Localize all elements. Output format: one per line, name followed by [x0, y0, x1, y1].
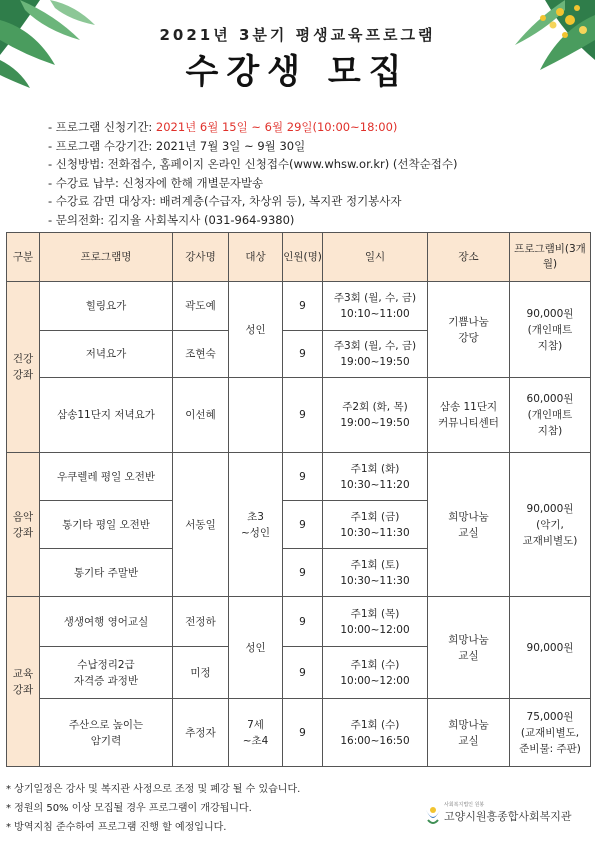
capacity: 9 [283, 331, 323, 378]
schedule [323, 453, 428, 501]
program-name [40, 647, 173, 699]
fee-note: 지참) [537, 339, 563, 352]
schedule [323, 331, 428, 378]
place [428, 699, 510, 767]
header-category: 구분 [7, 233, 40, 282]
target-line: 초3 [247, 510, 264, 523]
schedule [323, 378, 428, 453]
program-name: 생생여행 영어교실 [40, 597, 173, 647]
header-capacity: 인원(명) [283, 233, 323, 282]
fee-amount: 60,000원 [526, 393, 574, 405]
schedule-days: 주1회 (수) [350, 718, 400, 731]
header-instructor: 강사명 [173, 233, 229, 282]
info-value: 김지율 사회복지사 (031-964-9380) [107, 212, 295, 227]
category-cell: 음악강좌 [7, 453, 40, 597]
capacity: 9 [283, 378, 323, 453]
instructor: 서동일 [173, 453, 229, 597]
info-label: - 프로그램 신청기간: [48, 120, 156, 134]
schedule-time: 10:00~12:00 [340, 674, 410, 687]
category-cell: 건강강좌 [7, 282, 40, 453]
header-target: 대상 [229, 233, 283, 282]
schedule-time: 10:30~11:30 [340, 526, 410, 539]
fee [510, 282, 591, 378]
place-line: 교실 [458, 649, 479, 662]
fee [510, 597, 591, 699]
schedule-time: 16:00~16:50 [340, 734, 410, 747]
info-item-payment [48, 174, 457, 193]
target: 성인 [229, 597, 283, 699]
schedule-days: 주1회 (토) [350, 558, 400, 571]
place-line: 커뮤니티센터 [438, 417, 499, 429]
info-label: - 프로그램 수강기간: [48, 138, 156, 153]
page-title: 수강생 모집 [185, 52, 410, 92]
schedule-days: 주1회 (목) [350, 607, 400, 620]
schedule-days: 주1회 (화) [350, 462, 400, 475]
capacity: 9 [283, 549, 323, 597]
target-line: 7세 [247, 718, 264, 731]
schedule-time: 10:30~11:20 [340, 478, 410, 491]
info-value: 2021년 7월 3일 ~ 9월 30일 [155, 138, 306, 153]
capacity: 9 [283, 282, 323, 331]
program-name: 삼송11단지 저녁요가 [40, 378, 173, 453]
header-place: 장소 [428, 233, 510, 282]
info-label: - 수강료 감면 대상자: [48, 194, 160, 208]
fee [510, 453, 591, 597]
fee [510, 378, 591, 453]
capacity: 9 [283, 699, 323, 767]
fee-amount: 90,000원 [526, 502, 574, 515]
target-line: ~성인 [240, 526, 271, 539]
target: 성인 [229, 282, 283, 378]
target-line: ~초4 [242, 734, 269, 747]
table-row [7, 282, 591, 331]
table-row [7, 699, 591, 767]
place-line: 기쁨나눔 [448, 315, 489, 328]
page-subtitle: 2021년 3분기 평생교육프로그램 [159, 26, 436, 44]
fee-note: (악기, [536, 518, 564, 531]
fee-note: (개인매트 [527, 323, 573, 336]
schedule-days: 주1회 (수) [350, 658, 400, 671]
category-cell: 교육강좌 [7, 597, 40, 767]
info-item-contact [48, 211, 457, 230]
capacity: 9 [283, 501, 323, 549]
schedule [323, 549, 428, 597]
place [428, 378, 510, 453]
schedule [323, 647, 428, 699]
program-table [6, 232, 591, 767]
program-name: 통기타 주말반 [40, 549, 173, 597]
place-line: 희망나눔 [448, 718, 489, 731]
fee-note: 지참) [537, 425, 563, 437]
schedule [323, 699, 428, 767]
fee-note: (교재비별도, [520, 726, 580, 739]
place-line: 강당 [458, 331, 479, 344]
target [229, 699, 283, 767]
schedule-days: 주1회 (금) [350, 510, 400, 523]
place-line: 희망나눔 [448, 510, 489, 523]
capacity: 9 [283, 597, 323, 647]
fee-note: 교재비별도) [522, 534, 578, 547]
instructor: 추정자 [173, 699, 229, 767]
schedule-time: 19:00~19:50 [340, 417, 410, 429]
fee-amount: 75,000원 [526, 710, 574, 723]
info-label: - 문의전화: [48, 212, 108, 227]
program-name: 힐링요가 [40, 282, 173, 331]
info-value: 배려계층(수급자, 차상위 등), 복지관 정기봉사자 [159, 194, 402, 208]
table-header-row [7, 233, 591, 282]
program-name [40, 699, 173, 767]
fee [510, 699, 591, 767]
schedule-days: 주3회 (월, 수, 금) [333, 292, 417, 304]
program-name-line: 주산으로 높이는 [68, 718, 144, 731]
fee-amount: 90,000원 [526, 307, 574, 320]
capacity: 9 [283, 647, 323, 699]
target [229, 378, 283, 453]
instructor: 곽도예 [173, 282, 229, 331]
instructor: 전정하 [173, 597, 229, 647]
fee-note: 준비물: 주판) [519, 742, 581, 755]
instructor: 이선혜 [173, 378, 229, 453]
schedule-days: 주3회 (월, 수, 금) [333, 340, 417, 352]
note-item: * 정원의 50% 이상 모집될 경우 프로그램이 개강됩니다. [6, 803, 252, 814]
header-program-name: 프로그램명 [40, 233, 173, 282]
header-schedule: 일시 [323, 233, 428, 282]
place [428, 282, 510, 378]
info-value: 전화접수, 홈페이지 온라인 신청접수(www.whsw.or.kr) (선착순접수) [107, 157, 458, 171]
place [428, 453, 510, 597]
info-item-apply-method [48, 155, 457, 174]
program-name: 우쿠렐레 평일 오전반 [40, 453, 173, 501]
program-name: 저녁요가 [40, 331, 173, 378]
instructor: 미정 [173, 647, 229, 699]
info-list [48, 118, 457, 229]
info-item-apply-period [48, 118, 457, 137]
info-label: - 신청방법: [48, 157, 108, 171]
program-name-line: 암기력 [90, 734, 122, 747]
schedule-time: 10:30~11:30 [340, 574, 410, 587]
logo-mark-icon [424, 806, 442, 826]
table-row [7, 378, 591, 453]
place-line: 교실 [458, 734, 479, 747]
notes [6, 780, 300, 837]
info-item-discount [48, 192, 457, 211]
capacity: 9 [283, 453, 323, 501]
welfare-center-logo [424, 802, 590, 830]
place-line: 희망나눔 [448, 633, 489, 646]
target [229, 453, 283, 597]
place-line: 삼송 11단지 [439, 401, 498, 413]
note-item: * 상기일정은 강사 및 복지관 사정으로 조정 및 폐강 될 수 있습니다. [6, 784, 301, 795]
program-name: 통기타 평일 오전반 [40, 501, 173, 549]
schedule-time: 10:10~11:00 [340, 308, 410, 320]
table-row [7, 597, 591, 647]
fee-note: (개인매트 [527, 409, 573, 421]
schedule [323, 282, 428, 331]
schedule [323, 501, 428, 549]
info-label: - 수강료 납부: [48, 175, 123, 190]
table-row [7, 453, 591, 501]
logo-small-text: 사회복지법인 원봉 [444, 802, 485, 808]
schedule [323, 597, 428, 647]
note-item: * 방역지침 준수하여 프로그램 진행 할 예정입니다. [6, 822, 227, 833]
place [428, 597, 510, 699]
info-value-highlight: 2021년 6월 15일 ~ 6월 29일(10:00~18:00) [155, 120, 398, 134]
info-value: 신청자에 한해 개별문자발송 [122, 175, 264, 190]
info-item-course-period [48, 137, 457, 156]
header-fee: 프로그램비(3개월) [510, 233, 591, 282]
instructor: 조현숙 [173, 331, 229, 378]
schedule-time: 10:00~12:00 [340, 623, 410, 636]
logo-name: 고양시원흥종합사회복지관 [444, 810, 572, 823]
program-name-line: 자격증 과정반 [73, 674, 139, 687]
schedule-time: 19:00~19:50 [340, 356, 410, 368]
fee-amount: 90,000원 [526, 641, 574, 654]
program-name-line: 수납정리2급 [77, 658, 135, 671]
place-line: 교실 [458, 526, 479, 539]
schedule-days: 주2회 (화, 목) [342, 401, 408, 413]
